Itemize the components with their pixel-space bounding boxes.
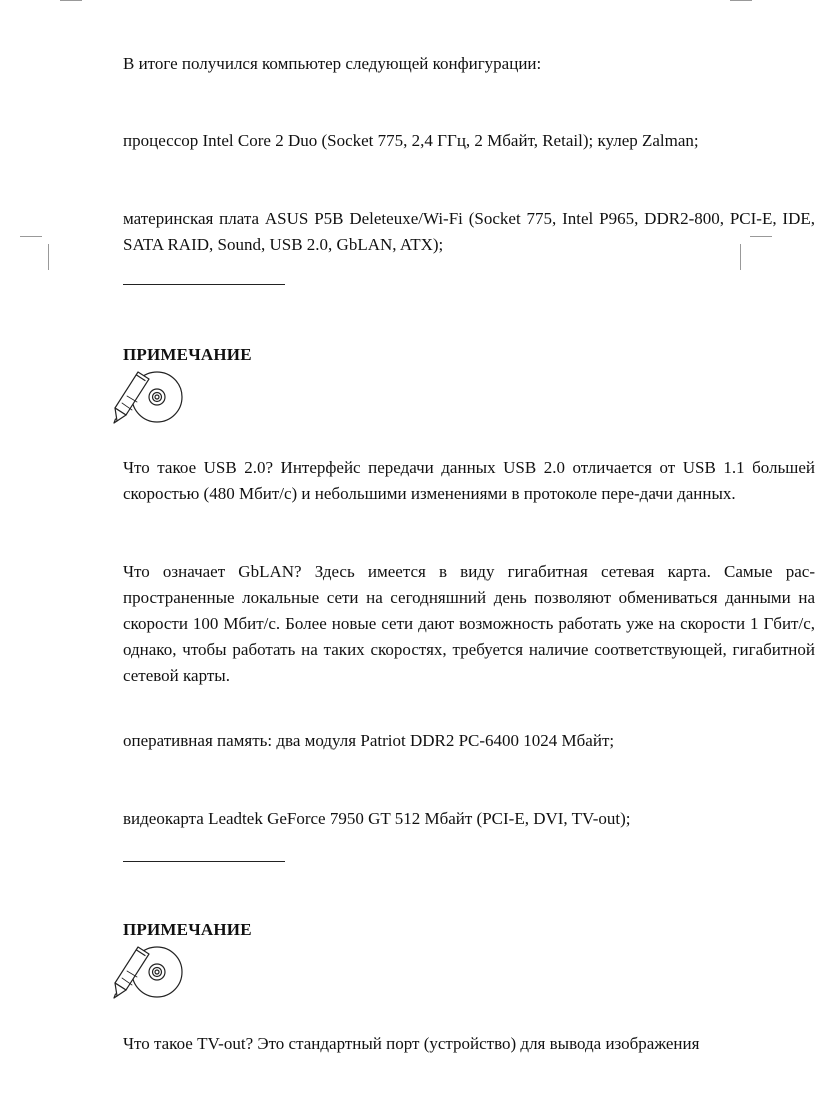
note-paragraph: Что такое TV-out? Это стандартный порт (устройство) для вывода изображения — [123, 1034, 700, 1053]
crop-mark-top-left — [60, 0, 82, 1]
pencil-cd-icon — [112, 370, 186, 424]
note-heading: ПРИМЕЧАНИЕ — [123, 920, 252, 939]
pencil-cd-icon — [112, 945, 186, 999]
ram-line: оперативная память: два модуля Patriot DDR2 PC-6400 1024 Мбайт; — [123, 731, 615, 750]
crop-mark-top-right — [730, 0, 752, 1]
footnote-rule — [123, 861, 285, 862]
note-paragraph: Что означает GbLAN? Здесь имеется в виду гигабитная сетевая карта. Самые рас-пространенные локальные сети на сегодняшний день позволяют обмениваться данными на скорости 100 Мбит/с. Более новые сети дают возможность работать уже на скорости 1 Гбит/с, однако, чтобы работать на таких скоростях, требуется наличие соответствующей, гигабитной сетевой карты. — [123, 562, 815, 685]
note-paragraph: Что такое USB 2.0? Интерфейс передачи данных USB 2.0 отличается от USB 1.1 большей скоростью (480 Мбит/с) и небольшими изменениями в протоколе пере-дачи данных. — [123, 458, 815, 503]
footnote-rule — [123, 284, 285, 285]
motherboard-line: материнская плата ASUS P5B Deleteuxe/Wi-Fi (Socket 775, Intel P965, DDR2-800, PCI-E, IDE, SATA RAID, Sound, USB 2.0, GbLAN, ATX); — [123, 209, 815, 254]
cpu-line: процессор Intel Core 2 Duo (Socket 775, 2,4 ГГц, 2 Мбайт, Retail); кулер Zalman; — [123, 131, 699, 150]
intro-line: В итоге получился компьютер следующей конфигурации: — [123, 54, 542, 73]
crop-mark-left-vertical — [48, 244, 49, 270]
videocard-line: видеокарта Leadtek GeForce 7950 GT 512 Мбайт (PCI-E, DVI, TV-out); — [123, 809, 631, 828]
crop-mark-left-horizontal — [20, 236, 42, 237]
note-heading: ПРИМЕЧАНИЕ — [123, 345, 252, 364]
